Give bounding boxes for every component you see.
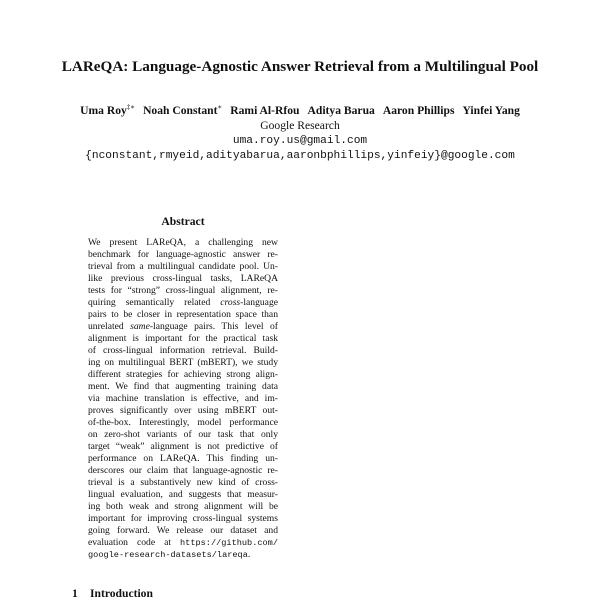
abstract-line: of cross-lingual information retrieval. Build- [88,345,278,356]
author-footnote-mark: ‡∗ [126,103,136,111]
abstract-line: target “weak” alignment is not predictive of [88,441,278,452]
abstract-line: quiring semantically related cross-language [88,297,278,308]
author-name: Noah Constant∗ [143,103,223,117]
abstract-line: trieval from a multilingual candidate pool. Un- [88,261,278,272]
author-name: Yinfei Yang [462,103,520,117]
paper-title: LAReQA: Language-Agnostic Answer Retrieval from a Multilingual Pool [61,58,539,75]
abstract-line [88,537,278,549]
abstract-line: unrelated same-language pairs. This level of [88,321,279,332]
author-name: Uma Roy‡∗ [80,103,136,117]
abstract-line: like previous cross-lingual tasks, LAReQA [88,273,278,284]
abstract-line: tests for “strong” cross-lingual alignment, re- [88,285,278,296]
section-number: 1 [72,587,78,600]
section-heading [72,587,153,600]
section-title: Introduction [90,587,153,600]
author-name: Aaron Phillips [382,103,455,117]
abstract-line: important for improving cross-lingual systems [88,513,278,524]
abstract-line: going forward. We release our dataset and [88,525,278,536]
abstract-line: ing both weak and strong alignment will be [88,501,278,512]
author-name: Rami Al-Rfou [230,103,300,117]
abstract-line: ing on multilingual BERT (mBERT), we study [88,357,278,368]
emphasis: same [130,321,150,332]
abstract-text: . [247,549,251,560]
abstract-line: lingual evaluation, and suggests that measur- [88,489,278,500]
abstract-line: pairs to be closer in representation space than [88,309,278,320]
github-link-continued[interactable]: google-research-datasets/lareqa [88,550,248,560]
author-email: uma.roy.us@gmail.com [232,135,368,147]
author-name: Aditya Barua [307,103,375,117]
author-footnote-mark: ∗ [217,103,223,111]
abstract-line: different strategies for achieving strong align- [88,369,278,380]
abstract-line [88,549,278,561]
abstract-line: derscores our claim that language-agnostic re- [88,465,278,476]
abstract-line: on zero-shot variants of our task that only [88,429,278,440]
author-list [0,103,600,117]
abstract-heading: Abstract [161,215,205,228]
github-link[interactable]: https://github.com/ [180,538,278,548]
abstract-line: alignment is important for the practical task [88,333,278,344]
abstract-text: evaluation code at [88,537,180,548]
abstract-line: benchmark for language-agnostic answer re- [88,249,278,260]
group-email: {nconstant,rmyeid,adityabarua,aaronbphillips,yinfeiy}@google.com [85,150,515,162]
abstract-line: via machine translation is effective, and im- [88,393,278,404]
abstract-line: ment. We find that augmenting training data [88,381,278,392]
affiliation: Google Research [260,119,340,132]
emphasis: cross [220,297,241,308]
abstract-line: We present LAReQA, a challenging new [88,237,278,248]
abstract-line: of-the-box. Interestingly, model performance [88,417,278,428]
abstract-line: proves significantly over using mBERT out- [88,405,278,416]
abstract-line: performance on LAReQA. This finding un- [88,453,278,464]
abstract-line: trieval is a substantively new kind of cross- [88,477,278,488]
abstract-body [88,237,278,561]
